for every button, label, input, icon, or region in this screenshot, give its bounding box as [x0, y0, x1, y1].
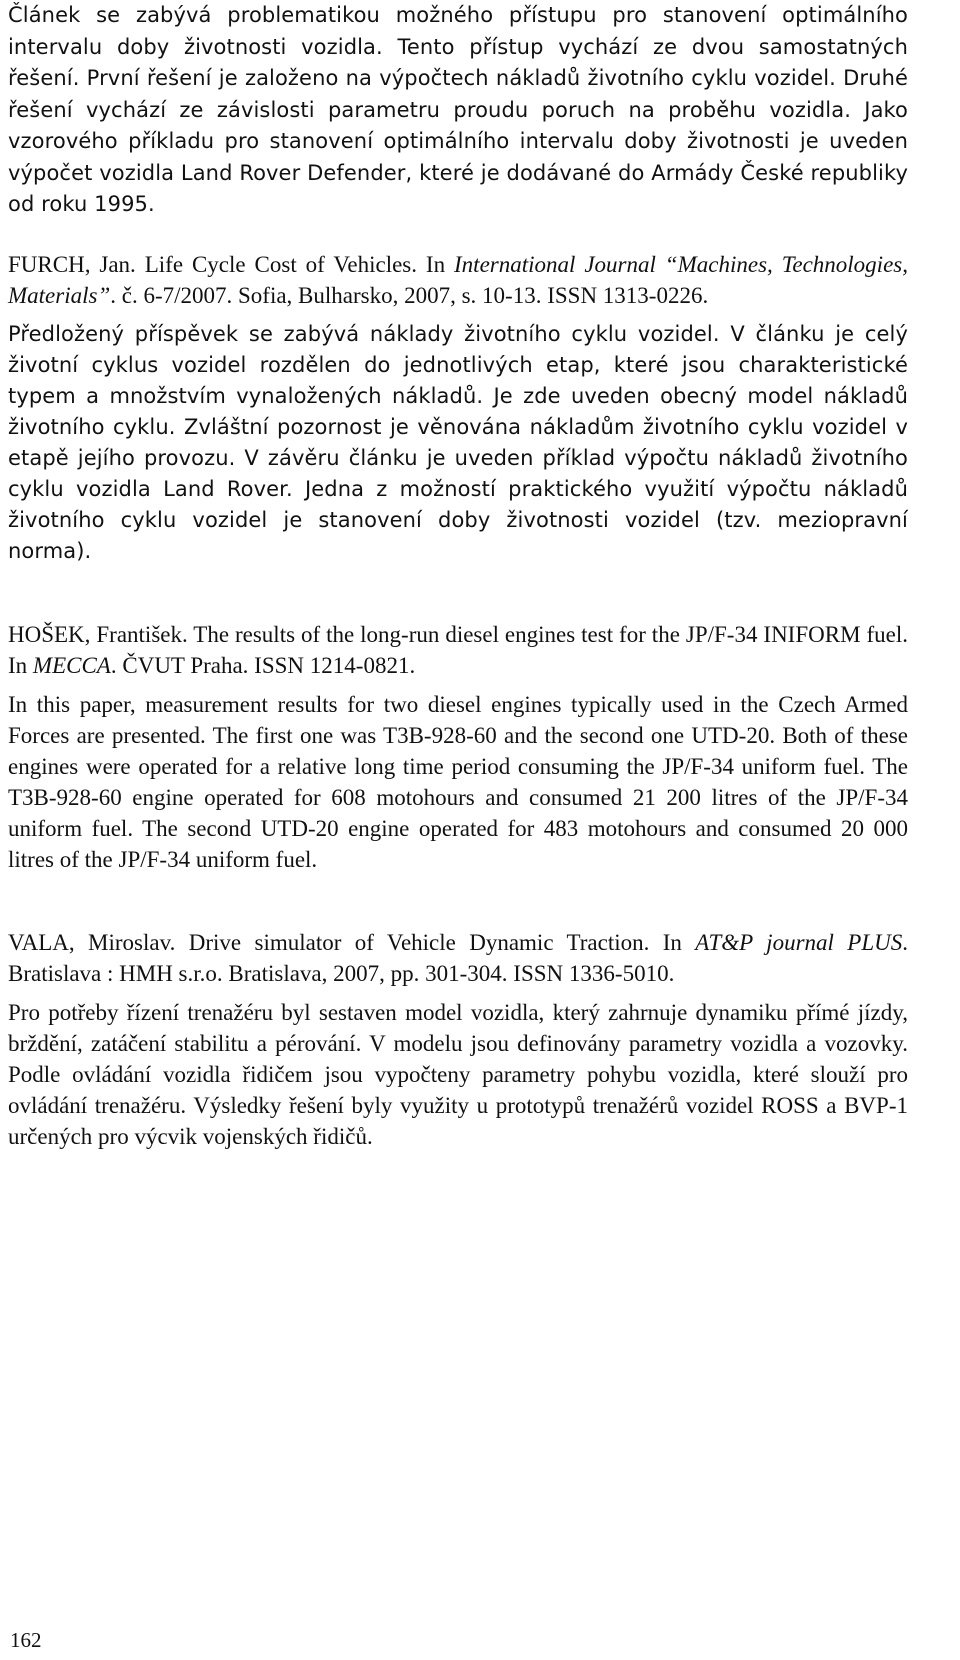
page-number: 162	[10, 1628, 42, 1652]
spacer	[8, 989, 908, 997]
citation-journal: AT&P journal PLUS	[695, 929, 903, 955]
spacer	[8, 567, 908, 619]
abstract-furch: Předložený příspěvek se zabývá náklady životního cyklu vozidel. V článku je celý životní cyklus vozidel rozdělen do jednotlivých etap, které jsou charakteristické typem a množstvím vynaložených nákladů. Je zde uveden obecný model nákladů životního cyklu. Zvláštní pozornost je věnována nákladům životního cyklu vozidel v etapě jejího provozu. V závěru článku je uveden příklad výpočtu nákladů životního cyklu vozidla Land Rover. Jedna z možností praktického využití výpočtu nákladů životního cyklu vozidel je stanovení doby životnosti vozidel (tzv. meziopravní norma).	[8, 321, 908, 563]
abstract-vala: Pro potřeby řízení trenažéru byl sestaven model vozidla, který zahrnuje dynamiku přímé jízdy, brždění, zatáčení stabilitu a pérování. V modelu jsou definovány parametry vozidla a vozovky. Podle ovládání vozidla řidičem jsou vypočteny parametry pohybu vozidla, které slouží pro ovládání trenažéru. Výsledky řešení byly využity u prototypů trenažérů vozidel ROSS a BVP-1 určených pro výcvik vojenských řidičů.	[8, 999, 908, 1149]
citation-text: VALA, Miroslav. Drive simulator of Vehicle Dynamic Traction. In	[8, 929, 696, 955]
citation-text: HOŠEK, František. The results of the long-run diesel engines test for the JP/F-34 INIFORM fuel. In	[8, 621, 908, 678]
spacer	[8, 681, 908, 689]
citation-vala	[8, 927, 908, 989]
intro-abstract: Článek se zabývá problematikou možného přístupu pro stanovení optimálního intervalu doby životnosti vozidla. Tento přístup vychází ze dvou samostatných řešení. První řešení je založeno na výpočtech nákladů životního cyklu vozidel. Druhé řešení vychází ze závislosti parametru proudu poruch na proběhu vozidla. Jako vzorového příkladu pro stanovení optimálního intervalu doby životnosti je uveden výpočet vozidla Land Rover Defender, které je dodávané do Armády České republiky od roku 1995.	[8, 3, 908, 216]
citation-journal: MECCA	[32, 652, 111, 678]
spacer	[8, 311, 908, 319]
citation-journal: International Journal “Machines, Technologies, Materials”	[8, 251, 908, 308]
citation-hosek	[8, 619, 908, 681]
spacer	[8, 875, 908, 927]
citation-furch	[8, 249, 908, 311]
spacer	[8, 221, 908, 249]
citation-text: . ČVUT Praha. ISSN 1214-0821.	[110, 652, 416, 678]
citation-text: . Bratislava : HMH s.r.o. Bratislava, 2007, pp. 301-304. ISSN 1336-5010.	[8, 929, 908, 986]
document-page	[8, 0, 908, 1152]
citation-text: . č. 6-7/2007. Sofia, Bulharsko, 2007, s. 10-13. ISSN 1313-0226.	[110, 282, 709, 308]
abstract-hosek: In this paper, measurement results for two diesel engines typically used in the Czech Armed Forces are presented. The first one was T3B-928-60 and the second one UTD-20. Both of these engines were operated for a relative long time period consuming the JP/F-34 uniform fuel. The T3B-928-60 engine operated for 608 motohours and consumed 21 200 litres of the JP/F-34 uniform fuel. The second UTD-20 engine operated for 483 motohours and consumed 20 000 litres of the JP/F-34 uniform fuel.	[8, 691, 908, 872]
citation-text: FURCH, Jan. Life Cycle Cost of Vehicles. In	[8, 251, 455, 277]
